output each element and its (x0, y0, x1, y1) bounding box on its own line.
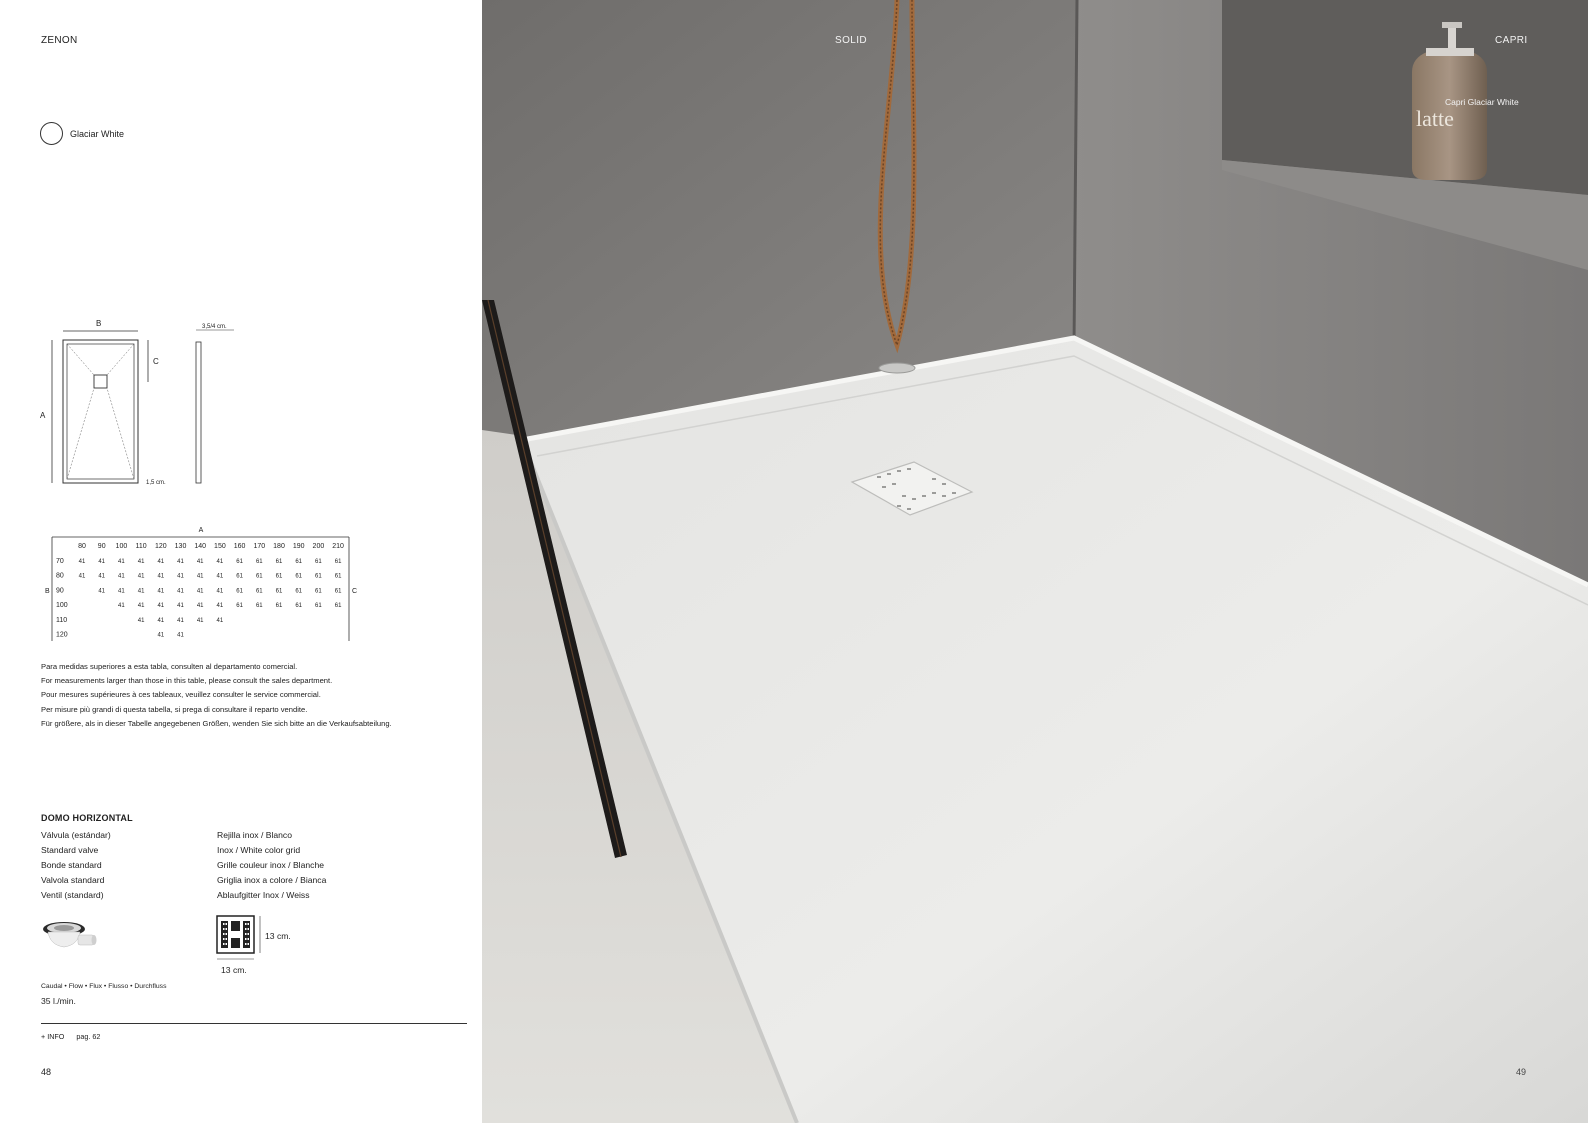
grid-es: Rejilla inox / Blanco (217, 830, 292, 840)
valve-product-image (40, 915, 100, 955)
table-cell: 61 (275, 588, 283, 595)
left-page (0, 0, 488, 1123)
table-cell: 41 (98, 573, 106, 580)
table-cell: 41 (157, 603, 165, 610)
table-cell: 61 (295, 573, 303, 580)
table-c-label: C (352, 588, 358, 595)
table-cell: 41 (78, 559, 86, 565)
table-cell: 41 (137, 603, 145, 610)
divider (41, 1023, 467, 1024)
note-es: Para medidas superiores a esta tabla, consulten al departamento comercial. (41, 662, 298, 671)
table-cell: 41 (177, 603, 184, 610)
table-cell: 61 (275, 573, 283, 580)
table-cell: 41 (137, 559, 145, 565)
table-b-label: B (45, 588, 50, 595)
note-en: For measurements larger than those in this table, please consult the sales department. (41, 676, 333, 686)
table-cell: 61 (255, 559, 263, 565)
table-cell: 41 (196, 588, 204, 595)
flow-label: Caudal • Flow • Flux • Flusso • Durchfluss (41, 983, 167, 990)
table-col-header: 150 (214, 543, 226, 550)
measurement-notes (41, 660, 471, 731)
table-cell: 61 (315, 588, 322, 595)
brand-title: ZENON (41, 35, 78, 46)
table-cell: 41 (118, 573, 125, 580)
grid-en: Inox / White color grid (217, 845, 301, 855)
valve-es: Válvula (estándar) (41, 830, 111, 840)
grid-de: Ablaufgitter Inox / Weiss (217, 890, 310, 900)
label-a: A (40, 411, 46, 420)
grid-height-label: 13 cm. (265, 931, 291, 941)
table-cell: 61 (334, 573, 342, 580)
table-col-header: 110 (135, 543, 147, 550)
table-cell: 61 (295, 588, 303, 595)
table-row-header: 90 (56, 587, 64, 595)
table-col-header: 210 (332, 543, 344, 550)
table-cell: 41 (98, 588, 106, 595)
grid-fr: Grille couleur inox / Blanche (217, 860, 324, 870)
table-cell: 61 (236, 603, 243, 610)
table-cell: 61 (334, 559, 342, 565)
table-cell: 41 (216, 617, 224, 624)
info-page: pag. 62 (76, 1032, 101, 1041)
table-cell: 41 (177, 573, 184, 580)
table-cell: 61 (275, 559, 283, 565)
table-col-header: 90 (97, 543, 106, 550)
product-photo (482, 0, 1588, 1123)
valve-de: Ventil (standard) (41, 890, 104, 900)
table-col-header: 190 (292, 543, 305, 550)
table-col-header: 140 (194, 543, 207, 550)
table-cell: 61 (236, 573, 243, 580)
table-cell: 41 (157, 588, 165, 595)
table-row-header: 100 (56, 602, 68, 610)
table-row-header: 110 (56, 616, 68, 624)
table-cell: 41 (98, 559, 106, 565)
table-cell: 41 (137, 588, 145, 595)
table-cell: 61 (236, 588, 243, 595)
swatch-circle-icon (40, 122, 63, 145)
page-number-left: 48 (41, 1067, 52, 1077)
collection-label: SOLID (835, 35, 868, 46)
table-cell: 61 (275, 603, 283, 610)
table-cell: 61 (236, 559, 243, 565)
table-cell: 41 (78, 573, 86, 580)
page-number-right: 49 (1516, 1067, 1527, 1077)
finish-label: Capri Glaciar White (1445, 97, 1519, 107)
table-cell: 61 (315, 573, 322, 580)
valve-it: Valvola standard (41, 875, 105, 885)
table-cell: 41 (118, 588, 125, 595)
table-cell: 61 (255, 588, 263, 595)
valve-en: Standard valve (41, 845, 99, 855)
table-cell: 41 (157, 559, 165, 565)
grid-it: Griglia inox a colore / Bianca (217, 875, 327, 885)
thickness-bottom-label: 1,5 cm. (146, 480, 166, 486)
model-label: CAPRI (1495, 35, 1528, 46)
grid-list (217, 828, 326, 903)
note-de: Für größere, als in dieser Tabelle angegebenen Größen, wenden Sie sich bitte an die Verkaufsabteilung. (41, 718, 392, 728)
valve-fr: Bonde standard (41, 860, 102, 870)
table-col-header: 120 (154, 543, 167, 550)
valve-list (41, 828, 111, 903)
table-cell: 61 (255, 573, 263, 580)
table-cell: 41 (216, 559, 224, 565)
table-cell: 41 (196, 603, 204, 610)
shower-scene-illustration (482, 0, 1588, 1123)
table-cell: 41 (177, 588, 184, 595)
info-reference[interactable] (41, 1032, 100, 1041)
table-col-header: 80 (78, 543, 86, 550)
table-cell: 41 (177, 559, 184, 565)
table-cell: 41 (196, 573, 204, 580)
flow-value: 35 l./min. (41, 996, 76, 1006)
table-cell: 41 (137, 617, 145, 624)
swatch-label: Glaciar White (70, 128, 125, 139)
info-label: + INFO (41, 1032, 65, 1041)
table-a-label: A (198, 527, 204, 534)
note-fr: Pour mesures supérieures à ces tableaux, veuillez consulter le service commercial. (41, 690, 321, 700)
table-col-header: 100 (115, 543, 128, 550)
table-col-header: 160 (233, 543, 246, 550)
table-cell: 41 (196, 617, 204, 624)
table-cell: 41 (216, 573, 224, 580)
table-cell: 41 (118, 559, 125, 565)
table-cell: 61 (295, 559, 303, 565)
table-cell: 61 (255, 603, 263, 610)
table-row-header: 70 (56, 558, 64, 565)
table-cell: 61 (315, 559, 322, 565)
dimension-table (44, 526, 364, 646)
technical-drawing (38, 318, 248, 493)
table-cell: 61 (334, 603, 342, 610)
table-cell: 61 (315, 603, 322, 610)
table-col-header: 180 (273, 543, 285, 550)
table-cell: 41 (137, 573, 145, 580)
grid-width-label: 13 cm. (221, 965, 247, 975)
table-cell: 41 (157, 632, 165, 639)
table-row-header: 120 (56, 631, 68, 639)
bottle-text: latte (1416, 106, 1454, 131)
label-c: C (153, 357, 159, 366)
note-it: Per misure più grandi di questa tabella, si prega di consultare il reparto vendite. (41, 704, 308, 714)
table-cell: 41 (157, 617, 165, 624)
table-col-header: 130 (174, 543, 187, 550)
table-col-header: 200 (312, 543, 325, 550)
table-cell: 41 (196, 559, 204, 565)
color-swatch (40, 122, 124, 145)
table-row-header: 80 (56, 572, 64, 580)
table-cell: 41 (216, 588, 224, 595)
table-cell: 61 (295, 603, 303, 610)
table-cell: 41 (157, 573, 165, 580)
table-cell: 41 (118, 603, 125, 610)
thickness-top-label: 3,5/4 cm. (202, 324, 227, 330)
table-col-header: 170 (253, 543, 266, 550)
table-cell: 41 (177, 632, 184, 639)
table-cell: 61 (334, 588, 342, 595)
domo-title: DOMO HORIZONTAL (41, 813, 133, 823)
table-cell: 41 (216, 603, 224, 610)
table-cell: 41 (177, 617, 184, 624)
label-b: B (96, 319, 102, 328)
